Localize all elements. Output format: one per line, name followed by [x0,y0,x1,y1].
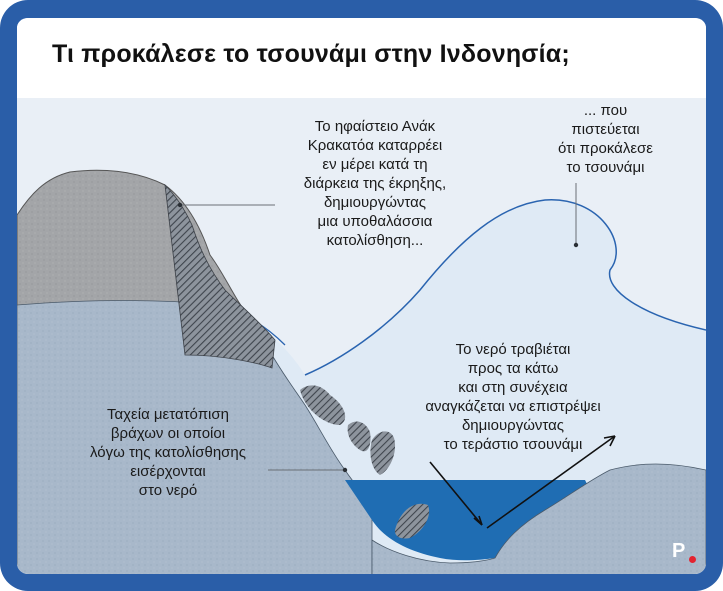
publisher-logo: P [672,540,686,562]
caption-believed-cause: ... που πιστεύεται ότι προκάλεσε το τσουνάμι [558,102,653,176]
caption-rock-displacement: Ταχεία μετατόπιση βράχων οι οποίοι λόγω της κατολίσθησης εισέρχονται στο νερό [89,406,247,499]
logo-dot-icon [689,556,696,563]
page-title: Τι προκάλεσε το τσουνάμι στην Ινδονησία; [52,40,570,68]
caption-volcano-collapse: Το ηφαίστειο Ανάκ Κρακατόα καταρρέει εν μέρει κατά τη διάρκεια της έκρηξης, δημιουργώντας μια υποθαλάσσια κατολίσθηση... [303,118,447,249]
caption-water-drawn: Το νερό τραβιέται προς τα κάτω και στη συνέχεια αναγκάζεται να επιστρέψει δημιουργώντας το τεράστιο τσουνάμι [425,341,601,453]
